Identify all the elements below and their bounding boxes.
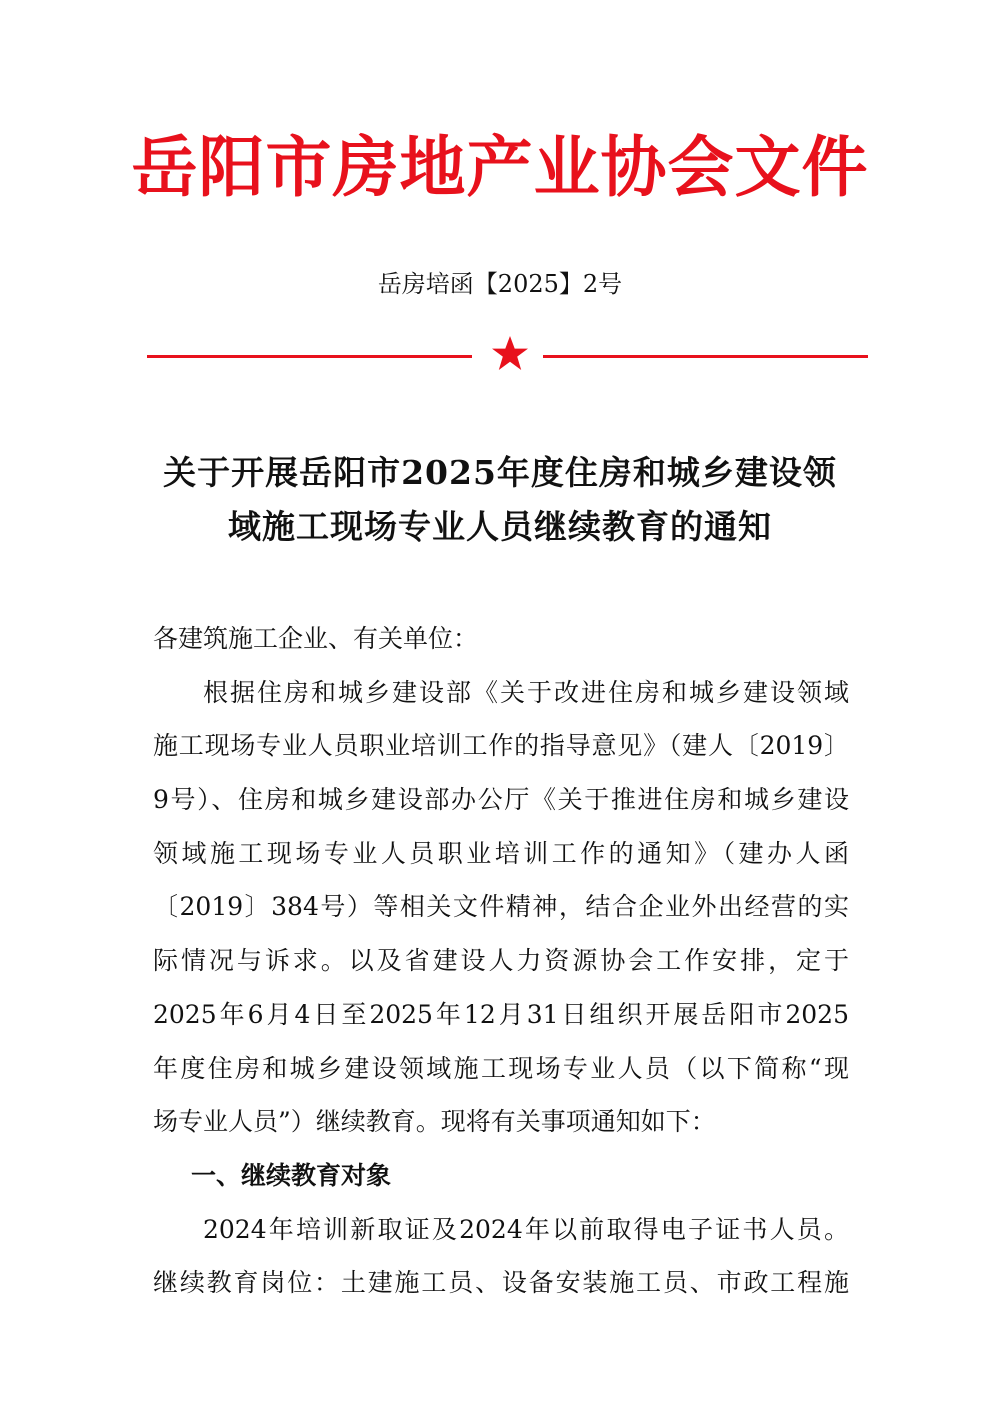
paragraph-2-line-1: 2024年培训新取证及2024年以前取得电子证书人员。 <box>203 1214 849 1244</box>
notice-body <box>153 612 849 1310</box>
paragraph-1-line-2: 施工现场专业人员职业培训工作的指导意见》（建人〔2019〕 <box>153 731 849 761</box>
paragraph-1-line-8: 年度住房和城乡建设领域施工现场专业人员（以下简称“现 <box>153 1053 849 1083</box>
paragraph-1-line-5: 〔2019〕384号）等相关文件精神，结合企业外出经营的实 <box>153 892 849 922</box>
paragraph-1-line-9: 场专业人员”）继续教育。现将有关事项通知如下： <box>153 1107 716 1137</box>
masthead-title: 岳阳市房地产业协会文件 <box>131 129 869 206</box>
paragraph-1-line-6: 际情况与诉求。以及省建设人力资源协会工作安排，定于 <box>153 946 849 976</box>
document-number: 岳房培函【2025】2号 <box>377 270 623 298</box>
section-heading-1: 一、继续教育对象 <box>191 1160 392 1190</box>
red-divider-right <box>543 355 868 358</box>
notice-title <box>130 446 870 554</box>
salutation: 各建筑施工企业、有关单位： <box>153 624 479 653</box>
notice-title-line-1: 关于开展岳阳市2025年度住房和城乡建设领 <box>163 453 837 492</box>
red-star-icon <box>490 334 530 374</box>
paragraph-1-line-1: 根据住房和城乡建设部《关于改进住房和城乡建设领域 <box>203 677 849 707</box>
paragraph-2-line-2: 继续教育岗位：土建施工员、设备安装施工员、市政工程施 <box>153 1268 849 1298</box>
paragraph-1-line-7: 2025年6月4日至2025年12月31日组织开展岳阳市2025 <box>153 999 849 1029</box>
paragraph-1-line-4: 领域施工现场专业人员职业培训工作的通知》（建办人函 <box>153 838 849 868</box>
red-divider-left <box>147 355 472 358</box>
notice-title-line-2: 域施工现场专业人员继续教育的通知 <box>228 507 772 546</box>
paragraph-1-line-3: 9号）、住房和城乡建设部办公厅《关于推进住房和城乡建设 <box>153 785 849 815</box>
